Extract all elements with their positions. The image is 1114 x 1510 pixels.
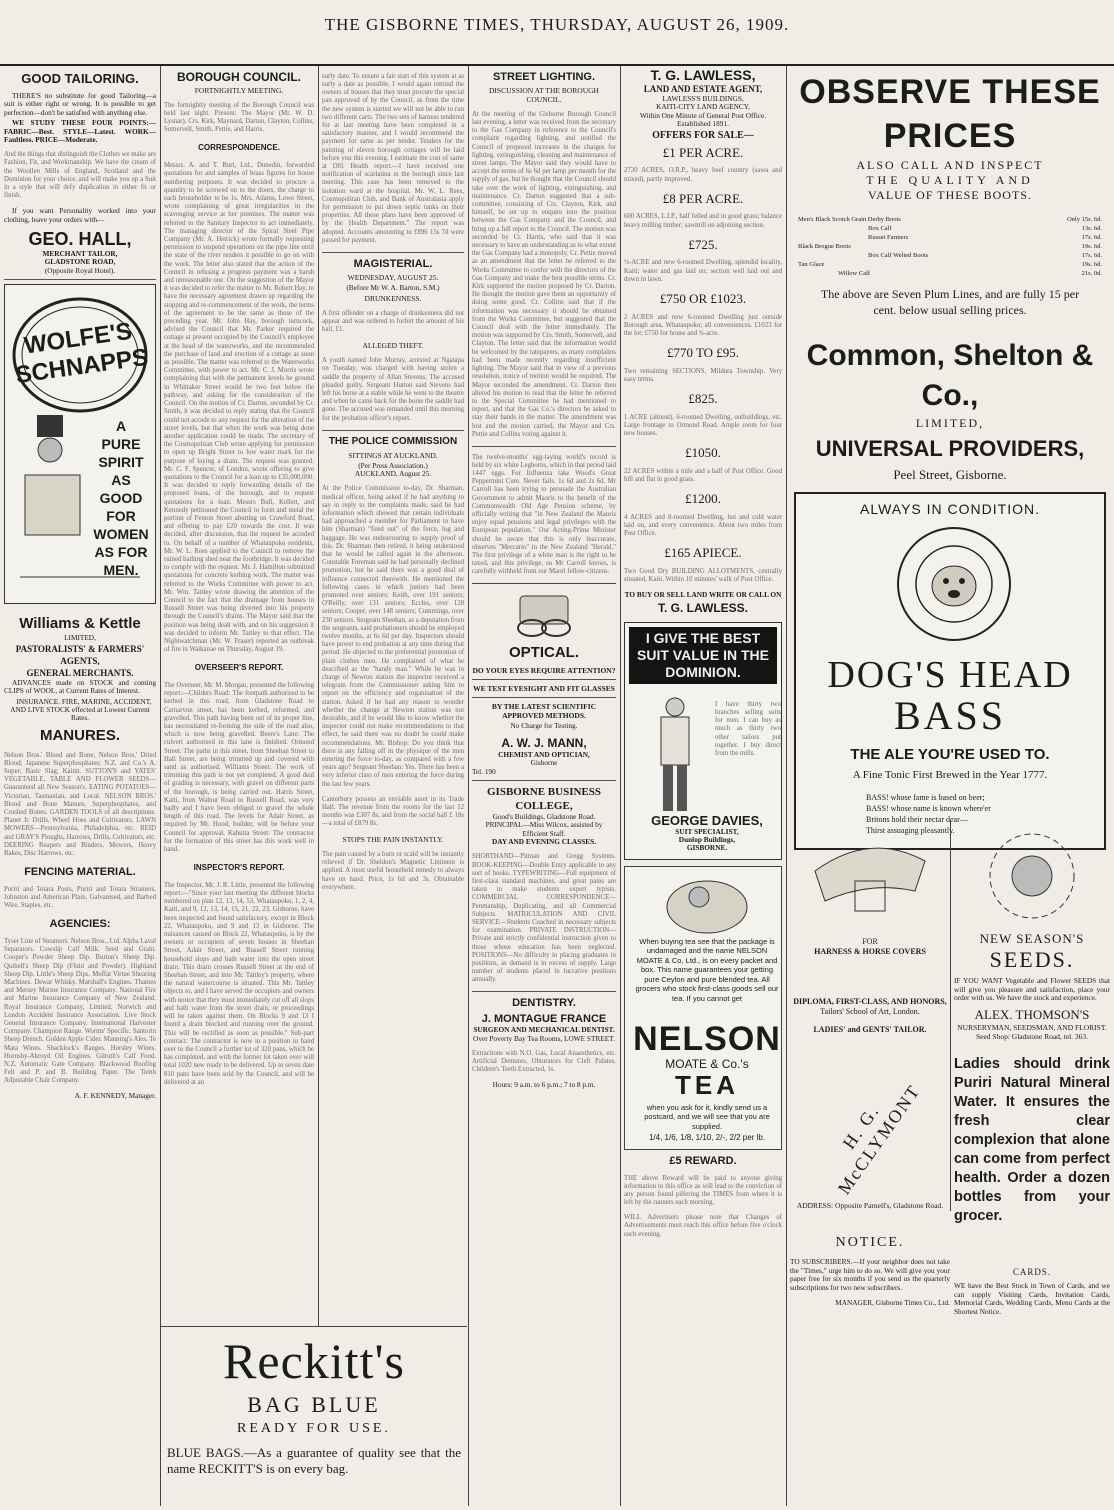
hall-address: GLADSTONE ROAD, bbox=[44, 257, 116, 267]
masthead: THE GISBORNE TIMES, THURSDAY, AUGUST 26, 1909. bbox=[324, 15, 790, 34]
wk-line1: PASTORALISTS' & FARMERS' bbox=[15, 643, 145, 654]
wk-line2: AGENTS, bbox=[60, 655, 100, 666]
nelson-brand: NELSON bbox=[633, 1019, 781, 1058]
notice-title: NOTICE. bbox=[835, 1235, 905, 1250]
dogs-head-seal-icon bbox=[894, 524, 1014, 644]
magisterial-date: WEDNESDAY, AUGUST 25. bbox=[347, 272, 439, 282]
mann-tel: Tel. 190 bbox=[472, 766, 496, 776]
davies-place: GISBORNE. bbox=[686, 843, 728, 853]
police-place: AUCKLAND, August 25. bbox=[354, 469, 432, 479]
woman-drinking-tea-illustration bbox=[625, 867, 786, 937]
body-text: 22 ACRES within a mile and a half of Post Office. Good hill and flat in good grass. bbox=[624, 468, 782, 484]
wk-line3: GENERAL MERCHANTS. bbox=[26, 667, 134, 678]
reward-title: £5 REWARD. bbox=[669, 1154, 737, 1167]
nelson-tea: TEA bbox=[675, 1069, 739, 1100]
body-text: 1 ACRE (almost), 6-roomed Dwelling, outbuildings, etc. Large frontage to Ormond Road. Ample room for four new houses. bbox=[624, 413, 782, 438]
hall-name: GEO. HALL, bbox=[28, 229, 132, 250]
list-item: Russet Farmers 17s. 6d. bbox=[868, 234, 1102, 241]
body-text: Messrs. A. and T. Burt, Ltd., Dunedin, forwarded quotations for and samples of brass figures for house numbering purposes. It was decided to procure a quantity to be screwed on to the doors, the charge to each householder to be 1s. Mrs. Adams, Lowe Street, wrote complaining of great irregularities in the scavenging service at her premises. The matter was referred to the Sanitary Inspector to act immediately. The managing director of the Spiral Steel Pipe Company (Mr. A. Hetrick) wrote formally requesting permission to suspend operations on the pipe line until the state of the river renders it possible to go on with the work. The letter also stated that the action of the Council in refusing a progress payment was a harsh and unreasonable one. On the suggestion of the Mayor it was decided to refer the matter to Mr. Robert Hay, to have the necessary agreement drawn up regarding the stopping and re-commencement of the work, the terms of the agreement to be the same as those of the preceding year. Mr. John Hay, borough turncock, advised the Council that Mr. Parker required the cottage at present occupied by the Council's employee at the head of the waterworks, and the recommended the purchase of land and erection of a cottage as soon as possible. The matter was referred to the Waterworks Committee, with power to act. Mr. C. J. Morris wrote complaining that with the permanent levels he ground in Whittaker Street would be two feet below the pathway, and asking for the consideration of the Council. On the motion of Cr. Darton, seconded by Cr. Smith, it was decided to reply stating that the Council could not accede to any request for the alteration of the street levels, but that when the work was being done another application could be made. The secretary of the Cosmopolitan Club wrote applying for permission to open up Bright Street to low water mark for the purpose of laying a drain. The request was granted. Mr. C. F. Spencer, of London, wrote offering to give quotations to the Council for a loan up to £35,000,000. It was decided to reply forwarding details of the proposed loans, of the borough, and to request quotations for a loan. Messrs Bull, Kellett, and Kennedy petitioned the Council to form and metal the portion of Fenton Street abutting on Crawford Road, and offering to pay £20 towards the cost. It was decided, after discussion, that the request be acceded to. On behalf of a number of Whataupoko residents, Mr. W. L. Rees applied to the Council to remove the ruined bathing shed near the footbridge. It was decided to comply with the request. Mr. J. Hamilton submitted quotations for concrete kerbing work. The matter was referred to the Works Committee with power to act. Mr. Wm. Tattley wrote drawing the attention of the Council to the fact that the drainage from houses in Russell Street was being diverted into his property through the Council's drains. The Mayor said that the position was being dealt with, and on his suggestion it was decided to inform Mr. Tattley to that effect. The Nightwatchman (Mr. W. Fraser) reported an outbreak of fire in Waikanae on Thursday, August 19. bbox=[164, 162, 314, 654]
mcc-ladies: LADIES' and GENTS' TAILOR. bbox=[813, 1025, 927, 1034]
mann-name: A. W. J. MANN, bbox=[501, 735, 587, 750]
column-3 bbox=[318, 66, 468, 1324]
lawless-buy: TO BUY OR SELL LAND WRITE OR CALL ON bbox=[624, 590, 782, 600]
lighting-title: STREET LIGHTING. bbox=[492, 71, 596, 83]
list-item: Men's Black Scotch Grain Derby Boots Only 15s. 6d. bbox=[798, 216, 1102, 223]
body-text: Canterbury possess an enviable asset in its Trade Hall. The revenue from the rooms for the last 12 months was £307 8s, and from the social hall £ 18s—a total of £879 8s. bbox=[322, 795, 464, 828]
saddle-illustration bbox=[795, 821, 945, 921]
cards-copy: WE have the Best Stock in Town of Cards, and we can supply Visiting Cards, Invitation Cards, Memorial Cards, Wedding Cards, Menu Cards at the Shortest Notice. bbox=[954, 1281, 1110, 1316]
overseer-heading: OVERSEER'S REPORT. bbox=[194, 663, 284, 673]
mann-role: CHEMIST AND OPTICIAN, bbox=[498, 749, 590, 759]
optical-charge: No Charge for Testing. bbox=[510, 721, 578, 731]
stops-pain-heading: STOPS THE PAIN INSTANTLY. bbox=[342, 835, 444, 845]
nelson-prices: 1/4, 1/6, 1/8, 1/10, 2/-, 2/2 per lb. bbox=[648, 1132, 766, 1142]
wolfe-brand: WOLFE'S SCHNAPPS bbox=[13, 318, 150, 390]
correspondence-heading: CORRESPONDENCE. bbox=[198, 143, 280, 153]
column-4 bbox=[468, 66, 620, 1506]
seeds-title1: NEW SEASON'S bbox=[979, 931, 1085, 946]
observe-sub2: THE QUALITY AND bbox=[866, 173, 1034, 187]
body-text: At the meeting of the Gisborne Borough Council last evening, a letter was received from the secretary to the Gas Company in reference to the Council's complaint regarding lighting, and notified the Council of proposed increases in the charges for lighting, extinguishing, cleaning and maintenance of street lamps. The Mayor said they would have to accept the terms of 6s 6d per lamp per month for the supply of gas, but he thought that the Council should take over the work of lighting, extinguishing, and maintenance. Cr. Darton suggested that a sub-committee, consisting of Crs. Clayton, Kirk, and himself, be set up to enquire into the position between the Gas Company and the Council, and bring up a full report to the Council. The motion was seconded by Cr. Harris, who said that it was necessary to have an understanding as to what extent the Gas Company had a monopoly. Cr. Pettie moved as an amendment that the letter be referred to the Works Committee to confer with the directors of the Gas Company and make the best possible terms. Cr. Kirk supported the motion proposed by Cr. Darton. He thought the motion gave them an opportunity of doing some good. Cr. Collins said that if the information was necessary it should be obtained from the Works Committee, but suggested that the Council deal with the letter immediately. The motion was supported by Crs. Smith, Somervell, and Clayton. The letter said that the information would be welcomed by the ratepayers, as many complaints had been made recently regarding insufficient lighting. The Mayor said that in view of a previous resolution, notice of motion would be required. The Mayor seconded the amendment. Cr. Darton then altered his motion to read that the letter be referred to the Special Committee he had mentioned to report, and that the Gas Co.'s directors be asked to stay their hands in the matter. The amendment was lost and the motion carried, the Mayor and Crs. Pettie and Collins voting against it. bbox=[472, 110, 616, 438]
body-text: The Inspector, Mr. J. R. Little, presented the following report:—"Since your last meeting the different blocks numbered on plan 12, 13, 14, 53, Whataupoko, 1, 2, 4, Kaiti, and 9, 12, 13, 14, 15, 21, 22, 23, Gisborne, have been inspected and found satisfactory, except in Block 22, Whataupoko, and 9 and 13 in Gisborne. The nuisances caused on Block 22, Whataupoko, is by the owners or occupiers of seven houses in Sheehan Street, Adair Street, and Russell Street running household slops and bath water into the open street drain. This drain crosses Russell Street at the end of Sheehan Street, and into Mr. Tattley's property, where the natural watercourse is situated. This Mr. Tattley objects to, and I have served the occupiers and owners with notice that they must immediately cut off all slops and bath water from the street drain, or proceedings will be taken against them. On Blocks 9 and 13 I found a drain blocked and running over the ground. This will be rectified as soon as possible." Sub-part contract: The contractor is now in a position to hand over to the Council a further lot of 320 pans, which he has completed, and with the former lot taken over will total 1020 new ready to be delivered. Up to seven date 810 pans have been sold by the Council, and will be delivered at an bbox=[164, 881, 314, 1086]
mcc-diploma: DIPLOMA, FIRST-CLASS, AND HONORS, bbox=[793, 997, 947, 1006]
spectacles-icon bbox=[472, 590, 616, 640]
body-text: early date. To ensure a fair start of this system at as early a date as possible, I would again remind the owners of houses that they must procure the special pan approved of by the Council, as from the time the new system is started we will not be able to run two different carts. The two sets of harness tendered for at last meeting have been completed in a satisfactory manner, and I would recommend the payment for same as per tender. Tenders for the painting of eleven borough cottages will be laid before you this evening. I estimate the cost of same at £80. Health report.—I have received one notification of scarlatina in the borough since last meeting. This case has been removed to the isolation ward at the hospital. Mr. W. L. Rees, Cosmopolitan Club, and Bank of Australasia apply for permission to put down septic tanks on their properties. All these plans have been approved of by the Health Department." The report was adopted. Accounts amounting to £896 15s 7d were passed for payment. bbox=[322, 72, 464, 244]
college-principal: PRINCIPAL—Miss Wilcox, assisted by Efficient Staff. bbox=[485, 820, 603, 838]
dentist-name: J. MONTAGUE FRANCE bbox=[481, 1013, 607, 1026]
column-1 bbox=[0, 66, 160, 1506]
agencies-title: AGENCIES: bbox=[49, 918, 111, 931]
body-text: Two remaining SECTIONS, Mildura Township. Very easy terms. bbox=[624, 367, 782, 384]
dentist-addr: Over Poverty Bay Tea Rooms, LOWE STREET. bbox=[473, 1033, 615, 1043]
body-text: A first offender on a charge of drunkenness did not appear and was ordered to forfeit the amount of his bail, £1. bbox=[322, 310, 464, 334]
bass-condition: ALWAYS IN CONDITION. bbox=[860, 501, 1040, 517]
body-text: The pain caused by a burn or scald will be instantly relieved if Dr. Sheldon's Magnetic Liniment is applied. A most useful household remedy to always have on hand. Price, 1s 6d and 3s. Obtainable everywhere. bbox=[322, 851, 464, 891]
mcc-school: Tailors' School of Art, London. bbox=[820, 1007, 920, 1016]
wk-advances: ADVANCES made on STOCK and coming CLIPS of WOOL, at Current Rates of Interest. bbox=[4, 677, 156, 696]
price-heading: £165 APIECE. bbox=[664, 545, 742, 561]
price-heading: £8 PER ACRE. bbox=[662, 190, 744, 206]
optical-ad bbox=[472, 583, 616, 776]
column-5 bbox=[620, 66, 786, 1506]
wk-limited: LIMITED, bbox=[64, 633, 96, 643]
college-addr: Good's Buildings, Gladstone Road. bbox=[492, 811, 596, 821]
council-title: BOROUGH COUNCIL. bbox=[177, 70, 301, 84]
observe-sub1: ALSO CALL AND INSPECT bbox=[856, 158, 1044, 172]
observe-note: The above are Seven Plum Lines, and are fully 15 per cent. below usual selling prices. bbox=[820, 287, 1080, 317]
drunkenness-heading: DRUNKENNESS. bbox=[364, 294, 422, 304]
observe-title: OBSERVE THESE PRICES bbox=[799, 73, 1101, 155]
mcc-name: H. G. McCLYMONT bbox=[833, 1080, 925, 1198]
body-text: The Overseer, Mr. M. Morgan, presented the following report:—Childers Road: The footpath authorised to be kerbed in this road, from Gladstone Road to Carnarvon street, has been kerbed, reformed, and gravelled. This path having been out of its proper line, has necessitated re-forming the side of the road also, which is now being gravelled. Beere's Lane: The culvert authorised in this lane is finished. Ormond Street: The paths in this street, from Sheehan Street to Hall Street, are being trimmed up and covered with sand as authorised. Williams Street: The work of trimming this path is not yet completed. A good deal of grading is necessary, with gravel on different parts of the borough, is being carried out. Harris Street, Kaiti, from Walnut Road to Russell Road, was very badly and I have been obliged to gravel the whole length of this road. The levels for Adair Street, as required by Mr. Hood, builder, will be before your Council for approval. Kahutia Street: The contractor for the formation of this street has this work well in hand. bbox=[164, 681, 314, 854]
bass-verse: BASS! whose fame is based on beer; BASS! whose name is known where'er Britons hold their nectar dear— Thirst assuaging pleasantly. bbox=[866, 793, 991, 835]
body-text: Extractions with N.O. Gas, Local Anaesthetics, etc. Artificial Dentures, Obturators for Cleft Palates. Children's Teeth Extracted, 1s. bbox=[472, 1050, 616, 1074]
body-text: Two Good Dry BUILDING ALLOTMENTS, centrally situated, Kaiti. Within 10 minutes' walk of Post Office. bbox=[624, 568, 782, 584]
wolfe-slogan: A PURE SPIRIT AS GOOD FOR WOMEN AS FOR MEN. bbox=[93, 418, 149, 579]
body-text: The fortnightly meeting of the Borough Council was held last night. Present: The Mayor (Mr. W. D. Lysnar), Crs. Kirk, Maynard, Darton, Clayton, Collins, Somervell, Smith, Pettie, and Harris. bbox=[164, 101, 314, 134]
common-providers: UNIVERSAL PROVIDERS, bbox=[815, 436, 1085, 461]
optical-title: OPTICAL. bbox=[509, 644, 579, 662]
lawless-sign: T. G. LAWLESS. bbox=[657, 600, 748, 615]
body-text: And the things that distinguish the Clothes we make are Fashion, Fit, and Workmanship. We have the cream of the Woollen Mills of England, Scotland and the Dominion for your choice, and will make you up a Suit in a style that will defy duplication in either fit or finish. bbox=[4, 151, 156, 200]
body-text: SHORTHAND—Pitman and Gregg Systems. BOOK-KEEPING—Double Entry applicable to any sort of books. TYPEWRITING—Full equipment of first-class standard machines, and great pains are taken to make students expert typists. COMMERCIAL CORRESPONDENCE—Penmanship, Duplicating, and all Commercial Subjects. MATRICULATION AND CIVIL SERVICE—Students Coached in necessary subjects for examination. PRIVATE INSTRUCTION—Private and strictly confidential instruction given to those whose education has been neglected. POSITIONS—No difficulty in placing graduates in positions, as demand is in excess of supply. Large number of students placed in lucrative positions annually. bbox=[472, 853, 616, 984]
lawless-est: Established 1891. bbox=[677, 119, 729, 129]
body-text: Puriri and Totara Posts, Puriri and Totara Strainers, Johnston and American Plain, Galvanised, and Barbed Wire, Staples, etc. bbox=[4, 885, 156, 910]
reckitts-ready: READY FOR USE. bbox=[237, 1421, 391, 1436]
mcc-addr: ADDRESS: Opposite Parnell's, Gladstone Road. bbox=[796, 1201, 944, 1210]
body-text: At the Police Commission to-day, Dr. Sharman, medical officer, being asked if he had anything to say in reply to the complaints made, said he had information which showed that certain individuals had approached a member for Parliament to have him (Sharman) "fired out" of the force, lug and baggage. He was endeavouring to supply proof of this. Dr. Sharman then retired, it being understood that he would be called again in the afternoon. Constable Foreman said he had personally declined promotion, but he said there was a good deal of influence connected therewith. He mentioned the following cases in which juniors had been promoted over seniors: Keith, over 191 seniors; O'Reilly, over 131 seniors; Eccles, over 128 seniors; Cooper, over 148 seniors; Cummings, over 230 seniors. Sergeant Sheehan, as a deputation from the sergeants, said probationers should be employed twelve months, at 6s 6d per day. Inspectors should have power to end probation at any time during that period. He objected to the preferential promotion of plain clothes men. He complained of what he described as the "handy man." While he was in charge of Newton station the inspector received a telegram from the Commissioner asking him to report on the efficiency and organisation of the station. Asked if he had any reason to wonder whether the change at Newton station was not desirable, and if he would like to know whether the inspector could not make recommendations to that effect, he said there was no doubt he could make recommendations. Mr. Bishop: Do you think that there is any falling off in the physique of the men entering the force to-day, as compared with a few years ago? Sergeant Sheehan: Yes. There has been a very inferior class of men entering the force during the last few years. bbox=[322, 485, 465, 788]
thomson-addr: Seed Shop: Gladstone Road, tel. 363. bbox=[975, 1031, 1089, 1041]
common-addr: Peel Street, Gisborne. bbox=[893, 467, 1007, 482]
lawless-name: T. G. LAWLESS, bbox=[650, 67, 756, 83]
body-text: THE above Reward will be paid to anyone giving information to this office as will lead to the conviction of any person found pilfering the TIMES from where it is left by the runners each morning. bbox=[624, 1174, 782, 1207]
list-item: Black Brogue Boots 19s. 6d. bbox=[798, 243, 1102, 250]
nelson-copy: When buying tea see that the package is undamaged and the name NELSON MOATE & Co, Ltd., is on every packet and box. This name guarantees your getting pure Ceylon and pure blended tea. All grocers who stock first-class goods sell our tea. If you cannot get bbox=[635, 936, 779, 1003]
bass-title1: DOG'S HEAD bbox=[827, 654, 1073, 696]
body-text: Nelson Bros.' Blood and Bone; Nelson Bros.' Dried Blood; Japanese Superphosphates; N.Z. and Co.'s A. Super; Basic Slag; Kainit. SUTTON'S and YATES' VEGETABLE, TABLE AND FLOWER SEEDS—Guaranteed all New Season's. EATING POTATOES—Victorian, Tasmanian, and Local. NELSON BROS.' Blood and Bone Manure, Superphosphates, and Crushed Bones. GARDEN TOOLS of all descriptions. Planet Jr. Drills, Wheel Hoes and Cultivators. LAWN MOWERS—Pennsylvania, Philadelphia, etc. REID and GRAY'S Ploughs, Harrows, Drills, Cultivators, etc. DEERING Reapers and Binders, Mowers, Heavy Rakes, Disc Harrows, etc. bbox=[4, 751, 156, 857]
nelson-post: when you ask for it, kindly send us a postcard, and we will see that you are supplied. bbox=[644, 1102, 770, 1131]
notice-copy: TO SUBSCRIBERS.—If your neighbor does not take the "Times," urge him to do so. We will give you your paper free for six months if you send us the quarterly subscriptions for two new subscribers. bbox=[790, 1257, 950, 1292]
davies-ad: I GIVE THE BEST SUIT VALUE IN THE DOMINION. I have thirty two branches selling suits for men. I can buy as much as thirty two other tailors put together. I buy direct from the mills. GEORGE DAVIES, SUIT SPECIALIST, Dunlop Buildings, GISBORNE. bbox=[624, 622, 782, 860]
price-heading: £1200. bbox=[685, 491, 721, 507]
puriri-ad: Ladies should drink Puriri Natural Mineral Water. It ensures the fresh clear complexion that alone can come from perfect health. Order a dozen bottles from your grocer. bbox=[954, 1055, 1110, 1224]
lawless-role: LAND AND ESTATE AGENT, bbox=[643, 84, 763, 94]
davies-sign bbox=[629, 813, 785, 853]
lawless-agency: KAITI-CITY LAND AGENCY, bbox=[656, 102, 750, 112]
bass-tonic: A Fine Tonic First Brewed in the Year 1777. bbox=[852, 769, 1048, 781]
list-item: Box Calf 13s. 6d. bbox=[868, 225, 1102, 232]
reckitts-ad bbox=[161, 1326, 467, 1507]
body-text: 4 ACRES and 8-roomed Dwelling, hot and cold water laid on, and every convenience. About two miles from Post Office. bbox=[624, 514, 782, 538]
wk-sign: A. F. KENNEDY, Manager. bbox=[74, 1091, 156, 1101]
wk-title: Williams & Kettle bbox=[19, 615, 141, 633]
column-6 bbox=[786, 66, 1114, 1506]
price-heading: £750 OR £1023. bbox=[659, 290, 747, 306]
optical-test: WE TEST EYESIGHT AND FIT GLASSES bbox=[473, 684, 615, 694]
reckitts-tagline: BLUE BAGS.—As a guarantee of quality see that the name RECKITT'S is on every bag. bbox=[167, 1445, 461, 1476]
davies-bldg: Dunlop Buildings, bbox=[678, 835, 736, 845]
price-heading: £1050. bbox=[685, 445, 721, 461]
college-classes: DAY AND EVENING CLASSES. bbox=[491, 837, 597, 847]
dentist-role: SURGEON AND MECHANICAL DENTIST. bbox=[473, 1025, 615, 1035]
dentistry-title: DENTISTRY. bbox=[512, 997, 576, 1010]
list-item: Tan Glace 19s. 6d. bbox=[798, 261, 1102, 268]
price-heading: £770 TO £95. bbox=[666, 345, 740, 361]
nelson-co: MOATE & Co.'s bbox=[665, 1056, 749, 1071]
college-title: GISBORNE BUSINESS COLLEGE, bbox=[486, 785, 602, 812]
inspector-heading: INSPECTOR'S REPORT. bbox=[193, 863, 285, 873]
tailoring-points: WE STUDY THESE FOUR POINTS:—FABRIC—Best. STYLE—Latest. WORK—Faultless. PRICE—Moderate. bbox=[4, 118, 156, 145]
optical-method: BY THE LATEST SCIENTIFIC APPROVED METHODS. bbox=[491, 702, 597, 721]
common-title: Common, Shelton & Co., bbox=[806, 339, 1094, 412]
body-text: 2 ACRES and new 6-roomed Dwelling just outside Borough area, Whataupoko; all conveniences. £1023 for the lot; £750 for house and ¾-acre. bbox=[624, 313, 782, 338]
body-text: A youth named John Murray, arrested at Ngatapa on Tuesday, was charged with having stolen a saddle the property of Allan Stevens. The accused pleaded guilty. Sergeant Hutton said Stevens had left his horse at a stable while he went to the theatre and when he came back for the horse the saddle had gone. The accused was remanded until this morning for the probation officer's report. bbox=[322, 357, 464, 422]
lawless-within: Within One Minute of General Post Office. bbox=[639, 110, 767, 120]
bass-title2: BASS bbox=[893, 693, 1007, 738]
body-text: Tyser Line of Steamers. Nelson Bros., Ltd. Alpha Laval Separators. Cowslip Calf Milk. Seed and Grain. Cooper's Powder Sheep Dip. Burton's Sheep Dip. Quibell's Sheep Dip (Fluid and Powder). Highland Sheep Dip. Little's Sheep Dips. Moffat Virtue Shearing Machines. Dewar Whisky. Marshall's Engines. Thames and Mersey Marine Insurance Company. National Fire and Marine Insurance Company of New Zealand. Royal Insurance Company, Limited. Norwich and London Accident Insurance Association. Live Stock General Insurance Company. International Harvester Company. Champion Range. Worms' Specific. Santorin Sheep Drench. Golden Apple Cider. Manning's Ales. Te Mata Wines. Shacklock's Ranges. Horsley Wines. Hornsby-Akroyd Oil Engines. Gilruth's Calf Food. N.Z. Automatic Gate Company. Blackwood Roofing Felt and P. and B. Building Paper. The Tomb Adjustable Chair Company. bbox=[4, 937, 156, 1085]
mann-place: Gisborne bbox=[530, 758, 558, 768]
notice-sign: MANAGER, Gisborne Times Co., Ltd. bbox=[835, 1298, 950, 1308]
seeds-title2: SEEDS. bbox=[989, 947, 1075, 972]
cards-block bbox=[954, 1266, 1110, 1320]
thomson-role: NURSERYMAN, SEEDSMAN, AND FLORIST. bbox=[957, 1022, 1107, 1032]
price-heading: £725. bbox=[688, 236, 718, 252]
wolfe-schnapps-ad bbox=[4, 284, 156, 604]
hall-opposite: (Opposite Royal Hotel). bbox=[44, 265, 116, 275]
body-text: The twelve-months' egg-laying world's record is held by six white Leghorns, which in that period laid 1447 eggs. For Influenza take Wood's Great Peppermint Cure. Never fails. 1s 6d and 2s 6d. Mr Carroll has been trying to persuade the Australian Government to admit Maoris to the benefit of the Commonwealth Old Age Pension scheme, by officially writing that "in New Zealand the Maoris enjoy equal pensions and legal privileges with the European population." Our Acting-Prime Minister should be aware that this is only inaccurate, observes "Mercurio" in the New Zealand "Herald." The first privilege of a white man is the right to be taxed, and this privilege, so Mr Carroll knows, is carefully withheld from our Maori fellow-citizens. bbox=[472, 453, 616, 576]
bass-used: THE ALE YOU'RE USED TO. bbox=[850, 746, 1050, 763]
seeds-copy: IF YOU WANT Vegetable and Flower SEEDS that will give you pleasure and satisfaction, place your order with us. We have the stock and experience. bbox=[954, 976, 1110, 1003]
lawless-bldg: LAWLESS'S BUILDINGS, bbox=[662, 94, 744, 103]
theft-heading: ALLEGED THEFT. bbox=[362, 341, 424, 351]
magisterial-before: (Before Mr W. A. Barton, S.M.) bbox=[346, 282, 440, 292]
column-2 bbox=[160, 66, 318, 1324]
tailoring-personality: If you want Personality worked into your clothing, leave your orders with— bbox=[4, 206, 156, 224]
dogs-head-bass-ad bbox=[794, 492, 1106, 850]
tailoring-intro: THERE'S no substitute for good Tailoring—a suit is either right or wrong. It is possible to get perfection—don't be satisfied with anything else. bbox=[4, 91, 156, 117]
tailoring-title: GOOD TAILORING. bbox=[21, 71, 139, 86]
price-heading: £825. bbox=[688, 391, 718, 407]
davies-role: SUIT SPECIALIST, bbox=[675, 826, 739, 836]
lawless-offers: OFFERS FOR SALE— bbox=[652, 129, 754, 141]
common-limited: LIMITED, bbox=[915, 416, 985, 430]
dentist-hours: Hours: 9 a.m. to 6 p.m.; 7 to 8 p.m. bbox=[492, 1080, 596, 1090]
tailor-figure-illustration bbox=[645, 695, 705, 815]
police-title: THE POLICE COMMISSION bbox=[328, 435, 458, 447]
notice-block bbox=[790, 1234, 950, 1308]
list-item: Willow Calf 21s. 0d. bbox=[838, 270, 1102, 277]
reckitts-product: BAG BLUE bbox=[247, 1392, 381, 1417]
manures-title: MANURES. bbox=[39, 726, 120, 744]
body-text: 600 ACRES, L.I.P., half felled and in good grass; balance heavy milling timber; sawmill on adjoining section. bbox=[624, 213, 782, 229]
thomson-name: ALEX. THOMSON'S bbox=[974, 1006, 1090, 1022]
mcc-for: FOR bbox=[862, 937, 878, 946]
list-item: Box Calf Welted Boots 17s. 6d. bbox=[868, 252, 1102, 259]
optical-q: DO YOUR EYES REQUIRE ATTENTION? bbox=[472, 666, 616, 676]
davies-headline: I GIVE THE BEST SUIT VALUE IN THE DOMINION. bbox=[629, 627, 777, 684]
mcc-covers: HARNESS & HORSE COVERS bbox=[814, 947, 926, 956]
observe-sub3: VALUE OF THESE BOOTS. bbox=[868, 188, 1032, 202]
body-text: ½-ACRE and new 6-roomed Dwelling, splendid locality, Kaiti; water and gas laid on; section well laid out and down in lawn. bbox=[624, 259, 782, 283]
cards-title: CARDS. bbox=[1012, 1267, 1052, 1277]
fencing-title: FENCING MATERIAL. bbox=[24, 865, 136, 878]
mcclymont-ad bbox=[790, 821, 951, 1211]
nelson-tea-ad bbox=[624, 866, 782, 1150]
body-text: 2730 ACRES, O.R.P., heavy beef country (sawa and mixed), partly improved. bbox=[624, 167, 782, 183]
thomson-seeds-ad bbox=[954, 821, 1110, 1224]
council-sub: FORTNIGHTLY MEETING. bbox=[194, 86, 284, 95]
hall-role: MERCHANT TAILOR, bbox=[42, 249, 118, 259]
magisterial-title: MAGISTERIAL. bbox=[353, 257, 433, 270]
police-sub: SITTINGS AT AUCKLAND. bbox=[348, 450, 438, 460]
flower-illustration bbox=[962, 821, 1102, 931]
price-heading: £1 PER ACRE. bbox=[662, 144, 744, 160]
body-text: WILL Advertisers please note that Changes of Advertisements must reach this office before five o'clock each evening. bbox=[624, 1214, 782, 1238]
reckitts-name: Reckitt's bbox=[223, 1333, 405, 1389]
lighting-sub: DISCUSSION AT THE BOROUGH COUNCIL. bbox=[489, 86, 599, 104]
police-assoc: (Per Press Association.) bbox=[358, 460, 428, 470]
wk-insurance: INSURANCE. FIRE, MARINE, ACCIDENT, AND LIVE STOCK effected at Lowest Current Rates. bbox=[10, 696, 152, 723]
davies-name: GEORGE DAVIES, bbox=[651, 812, 763, 828]
boot-price-list bbox=[798, 215, 1102, 278]
